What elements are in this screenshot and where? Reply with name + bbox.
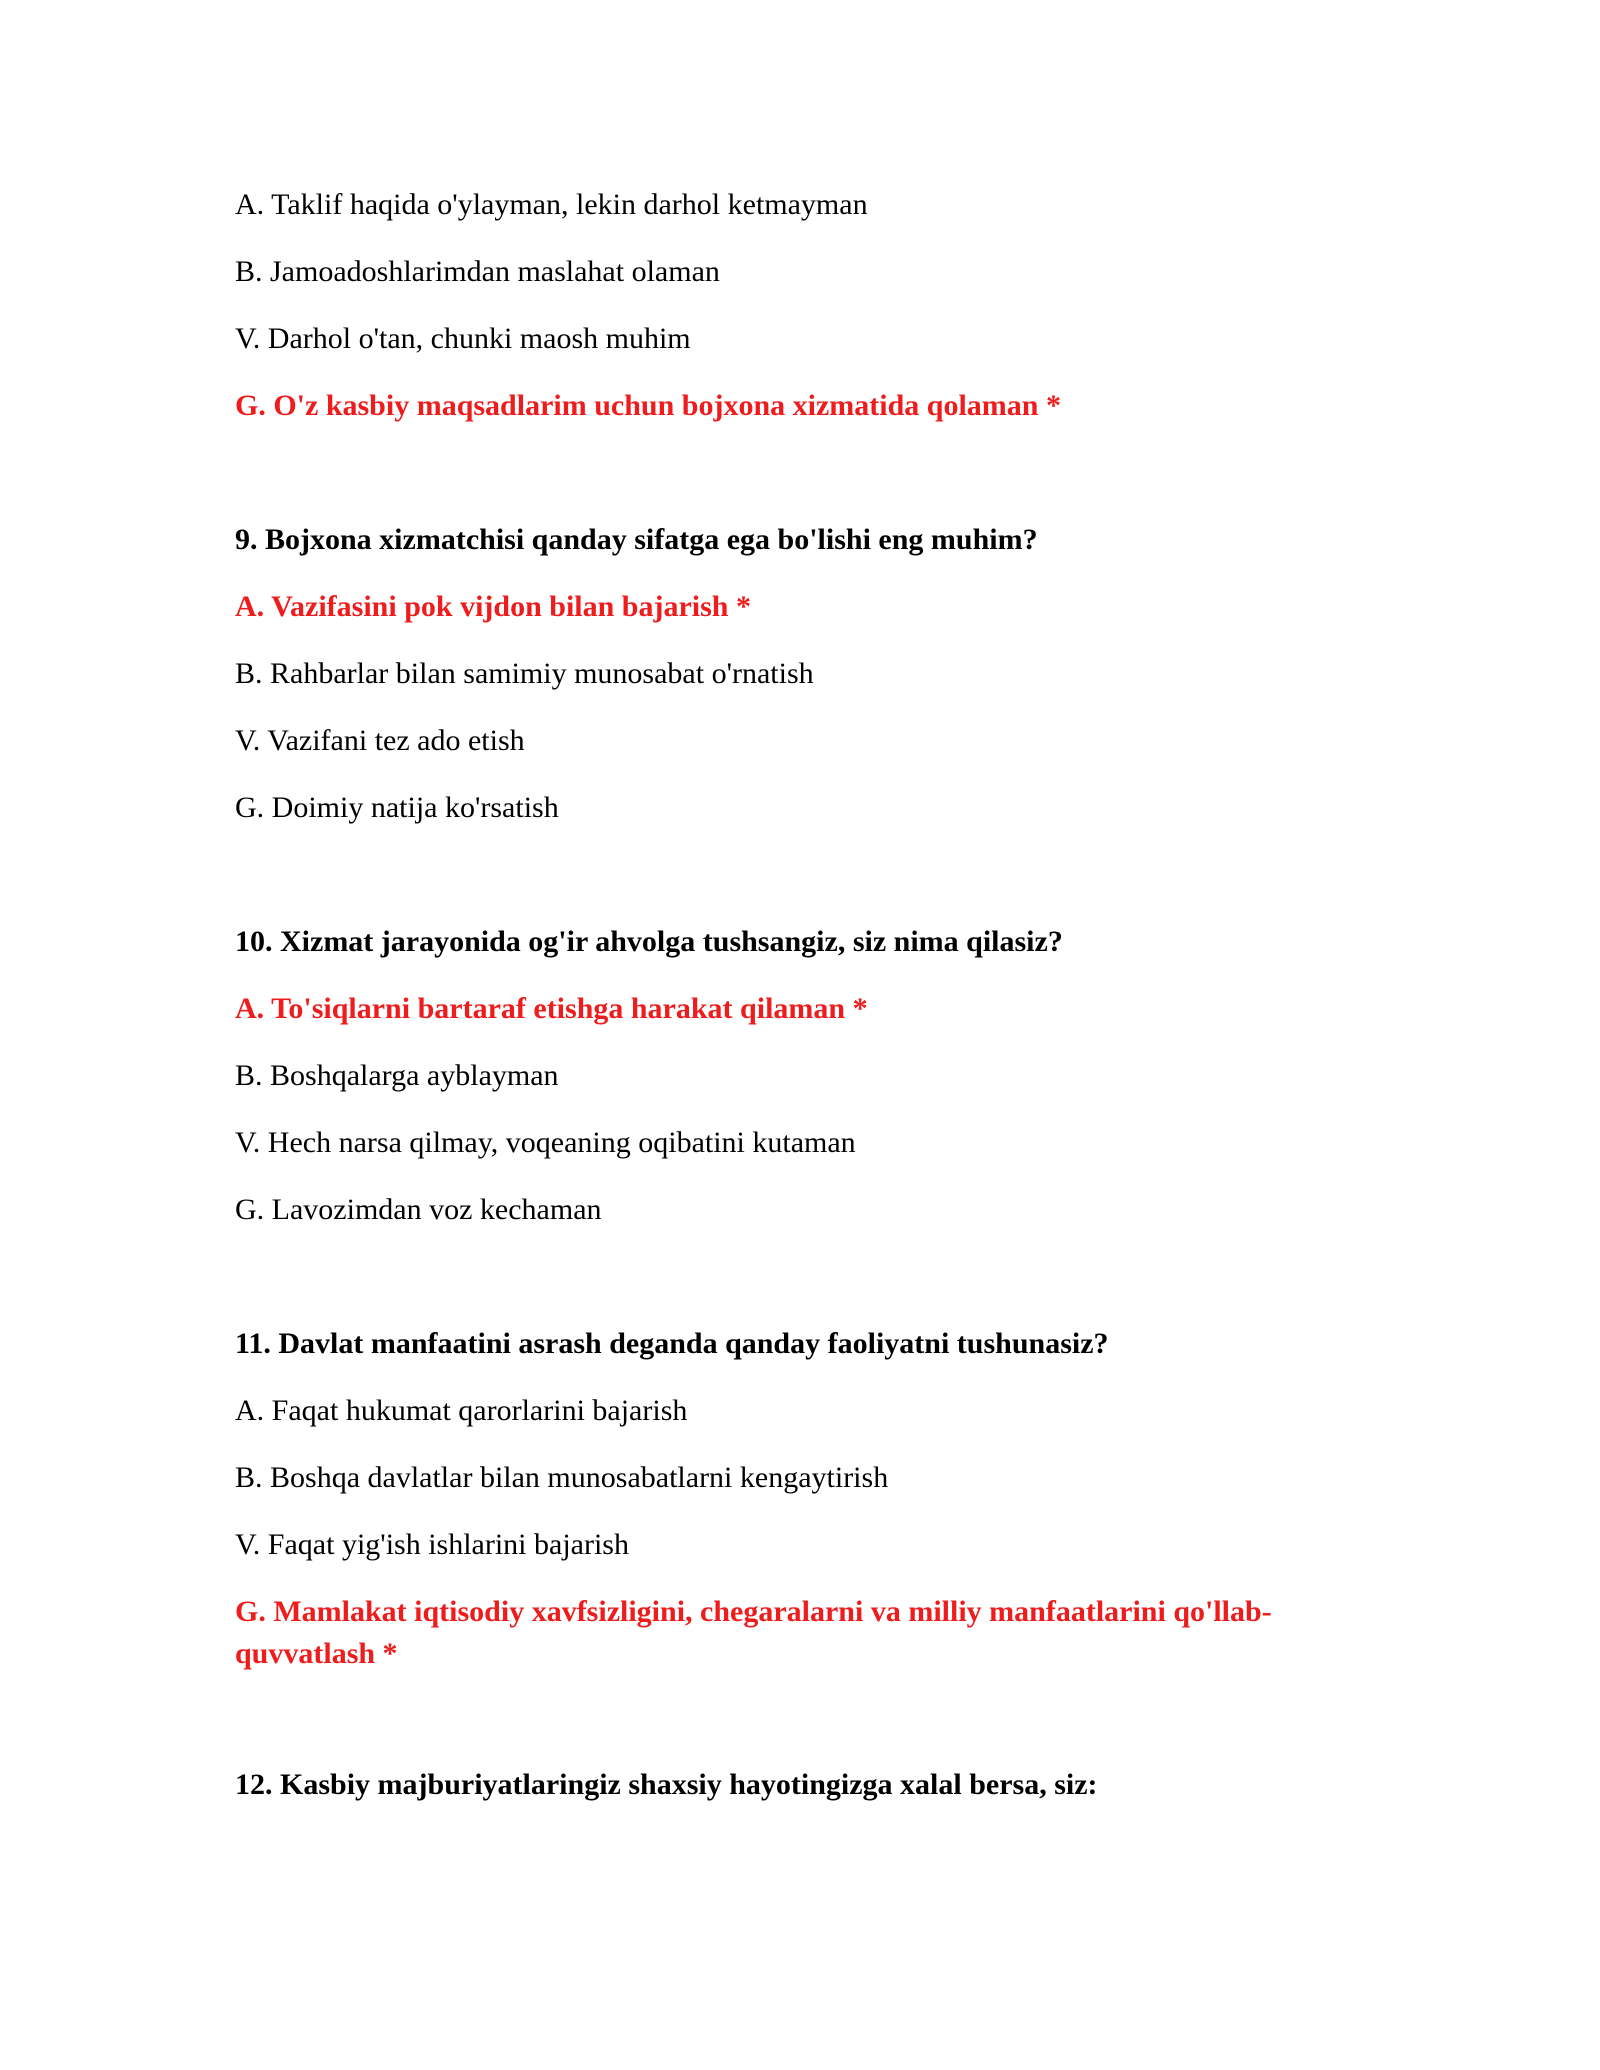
q8-correct-option-g: G. O'z kasbiy maqsadlarim uchun bojxona xizmatida qolaman *	[235, 389, 1061, 422]
q8-option-a: A. Taklif haqida o'ylayman, lekin darhol ketmayman	[235, 188, 868, 221]
q9-option-b: B. Rahbarlar bilan samimiy munosabat o'rnatish	[235, 657, 814, 690]
q11-option-b: B. Boshqa davlatlar bilan munosabatlarni kengaytirish	[235, 1461, 889, 1494]
spacer	[235, 1700, 1375, 1764]
question-9-block	[235, 519, 1375, 829]
q10-question: 10. Xizmat jarayonida og'ir ahvolga tushsangiz, siz nima qilasiz?	[235, 925, 1063, 958]
quiz-content	[235, 184, 1375, 1831]
q9-correct-option-a: A. Vazifasini pok vijdon bilan bajarish *	[235, 590, 751, 623]
spacer	[235, 1256, 1375, 1323]
q8-option-v: V. Darhol o'tan, chunki maosh muhim	[235, 322, 691, 355]
question-11-block	[235, 1323, 1375, 1675]
q10-option-b: B. Boshqalarga ayblayman	[235, 1059, 559, 1092]
q12-question: 12. Kasbiy majburiyatlaringiz shaxsiy hayotingizga xalal bersa, siz:	[235, 1768, 1098, 1801]
q11-option-v: V. Faqat yig'ish ishlarini bajarish	[235, 1528, 629, 1561]
q9-question: 9. Bojxona xizmatchisi qanday sifatga ega bo'lishi eng muhim?	[235, 523, 1038, 556]
spacer	[235, 854, 1375, 921]
question-10-block	[235, 921, 1375, 1231]
q11-option-a: A. Faqat hukumat qarorlarini bajarish	[235, 1394, 688, 1427]
q10-option-v: V. Hech narsa qilmay, voqeaning oqibatini kutaman	[235, 1126, 856, 1159]
q11-question: 11. Davlat manfaatini asrash deganda qanday faoliyatni tushunasiz?	[235, 1327, 1109, 1360]
q8-option-b: B. Jamoadoshlarimdan maslahat olaman	[235, 255, 720, 288]
q9-option-v: V. Vazifani tez ado etish	[235, 724, 525, 757]
q11-correct-option-g: G. Mamlakat iqtisodiy xavfsizligini, chegaralarni va milliy manfaatlarini qo'llab-quvvatlash *	[235, 1595, 1272, 1670]
q10-correct-option-a: A. To'siqlarni bartaraf etishga harakat qilaman *	[235, 992, 868, 1025]
question-12-block	[235, 1764, 1375, 1806]
question-8-block	[235, 184, 1375, 427]
spacer	[235, 452, 1375, 519]
q9-option-g: G. Doimiy natija ko'rsatish	[235, 791, 559, 824]
q10-option-g: G. Lavozimdan voz kechaman	[235, 1193, 602, 1226]
